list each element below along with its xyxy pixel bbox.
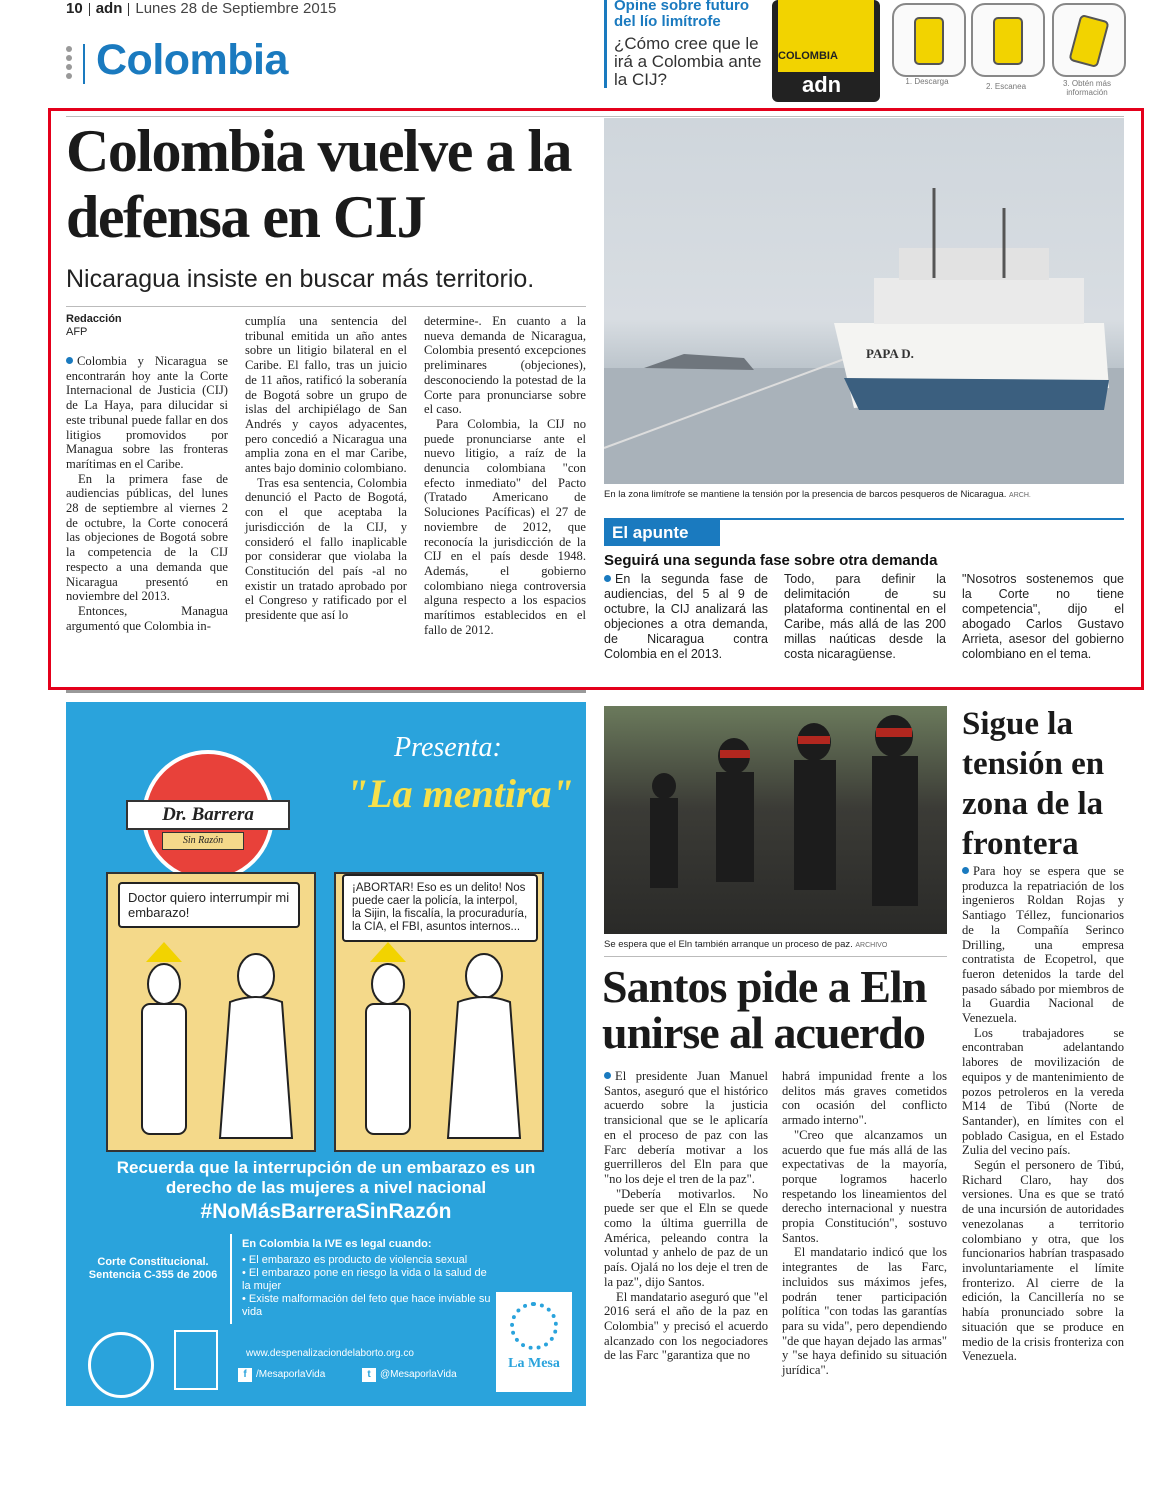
border-column: Para hoy se espera que se produzca la repatriación de los ingenieros Roldan Rojas y Santiago Téllez, funcionarios de la Compañía Serinco Drilling, una empresa contratista de Ecopetrol, que fueron detenidos la tarde del pasado sábado por miembros de la Guardia Nacional de Venezuela. Los trabajadores se encontraban adelantando labores de movilización de equipos y de mantenimiento de pozos petroleros en la vereda M14 de Tibú (Norte de Santander), en límites con el poblado Casigua, en el Estado Zulia del vecino país. Según el personero de Tibú, Richard Claro, hay dos versiones. Una es que se trató de una incursión de autoridades venezolanas a territorio colombiano y otra, que los funcionarios habrían traspasado involuntariamente el límite fronterizo. Al cierre de la edición, la Cancillería no se había pronunciado sobre la situación que se produce en medio de la crisis fronteriza con Venezuela. — [962, 864, 1124, 1364]
ive-item: • El embarazo pone en riesgo la vida o la salud de la mujer — [242, 1267, 487, 1292]
bullet-icon — [962, 867, 969, 874]
bullet-icon — [604, 575, 611, 582]
section-divider — [83, 44, 85, 84]
eln-headline: Santos pide a Eln unirse al acuerdo — [602, 961, 927, 1058]
opine-title: Opine sobre futuro del lío limítrofe — [614, 0, 749, 30]
step-label: 2. Escanea — [985, 82, 1027, 91]
step-download-icon — [892, 3, 966, 77]
sponsor-logo-1 — [88, 1332, 154, 1398]
brand: adn — [95, 0, 123, 17]
eln-photo — [604, 706, 947, 934]
apunte-col-2: Todo, para definir la delimitación de su plataforma continental en el Caribe, más allá de las 200 millas naúticas desde la costa nicaragüense. — [784, 572, 946, 661]
date: Lunes 28 de Septiembre 2015 — [135, 0, 337, 17]
boat-photo-credit: ARCH. — [1009, 492, 1031, 499]
comic-figures — [106, 942, 544, 1152]
speech-bubble-2: ¡ABORTAR! Eso es un delito! Nos puede caer la policía, la interpol, la Sijin, la fiscalía, la procuraduría, la CIA, el FBI, asuntos internos... — [342, 874, 538, 942]
bullet-icon — [66, 357, 73, 364]
bottom-rule — [66, 690, 586, 693]
ive-item: • El embarazo es producto de violencia sexual — [242, 1254, 468, 1266]
court-ruling: Corte Constitucional. Sentencia C-355 de 2006 — [88, 1256, 218, 1281]
step-scan-icon — [971, 3, 1045, 77]
eln-col-1: El presidente Juan Manuel Santos, aseguró que el histórico acuerdo sobre la justicia transicional que se le aplicaría en el proceso de paz con las Farc debería motivar a los guerrilleros del Eln para que "no los deje el tren de la paz". "Debería motivarlos. No puede ser que el Eln se quede como la última guerrilla de América, peleando contra la voluntad y anhelo de paz de un país. Ojalá no los deje el tren de la paz", dijo Santos. El mandatario aseguró que "el 2016 será el año de la paz en Colombia" y precisó el acuerdo alcanzado con los negociadores de las Farc "garantiza que no — [604, 1069, 769, 1363]
dots-icon — [66, 46, 73, 82]
twitter-icon: t — [362, 1368, 376, 1382]
main-deck: Nicaragua insiste en buscar más territorio. — [66, 265, 535, 293]
main-col-1: Colombia y Nicaragua se encontrarán hoy ante la Corte Internacional de Justicia (CIJ) de La Haya, para dilucidar si este tribunal puede fallar en dos litigios promovidos por Managua sobre las fronteras marítimas en el Caribe. En la primera fase de audiencias públicas, del lunes 28 de septiembre al viernes 2 de octubre, la Corte conocerá las objeciones de Bogotá sobre la competencia de la CIJ respecto a una demanda que Nicaragua presentó en noviembre del 2013. Entonces, Managua argumentó que Colombia in- — [66, 354, 228, 633]
main-headline: Colombia vuelve a la defensa en CIJ — [66, 118, 571, 250]
apunte-tag: El apunte — [604, 520, 720, 546]
presenta: Presenta: — [394, 732, 502, 763]
facebook-icon: f — [238, 1368, 252, 1382]
ive-box — [242, 1238, 492, 1319]
byline — [66, 313, 122, 339]
ad-twitter[interactable]: t @MesaporlaVida — [362, 1368, 457, 1382]
page-number: 10 — [66, 0, 83, 17]
ive-title: En Colombia la IVE es legal cuando: — [242, 1238, 432, 1250]
apunte-title: Seguirá una segunda fase sobre otra demanda — [604, 552, 938, 569]
apunte-col-1: En la segunda fase de audiencias, del 5 al 9 de octubre, la CIJ analizará las objeciones a otra demanda, de Nicaragua contra Colombia en el 2013. — [604, 572, 768, 661]
ad-website[interactable]: www.despenalizaciondelaborto.org.co — [246, 1348, 414, 1359]
advertisement[interactable] — [66, 702, 586, 1406]
ad-message: Recuerda que la interrupción de un embarazo es un derecho de las mujeres a nivel nacional — [116, 1158, 536, 1197]
ad-facebook[interactable]: f /MesaporlaVida — [238, 1368, 325, 1382]
step-label: 3. Obtén más información — [1062, 79, 1112, 97]
step-label: 1. Descarga — [905, 77, 949, 86]
section-title: Colombia — [96, 36, 288, 84]
ive-item: • Existe malformación del feto que hace inviable su vida — [242, 1293, 491, 1318]
boat-name: PAPA D. — [866, 346, 914, 361]
folio — [66, 0, 336, 17]
main-col-2: cumplía una sentencia del tribunal emitida un año antes sobre un litigio bilateral en el Caribe. El fallo, tras un juicio de 11 años, ratificó la soberanía de Bogotá sobre un grupo de islas del archipiélago de San Andrés y cayos adyacentes, pero concedió a Nicaragua una amplia zona en el mar Caribe, antes bajo dominio colombiano. Tras esa sentencia, Colombia denunció el Pacto de Bogotá, con el que aceptaba la jurisdicción de la CIJ, y consideró el fallo inaplicable por considerar que violaba la Constitución del país -al no existir un tratado aprobado por el Congreso y ratificado por el presidente que así lo — [245, 314, 407, 623]
opine-bar — [604, 0, 607, 88]
apunte-col-3: "Nosotros sostenemos que la Corte no tiene competencia", dijo el abogado Carlos Gustavo Arrieta, asesor del gobierno colombiano en el tema. — [962, 572, 1124, 661]
boat-photo — [604, 118, 1124, 484]
main-col-3: determine-. En cuanto a la nueva demanda de Nicaragua, Colombia presentó excepciones preliminares (objeciones), desconociendo la potestad de la Corte para pronunciarse sobre el caso. Para Colombia, la CIJ no puede pronunciarse ante el nuevo litigio, a raíz de la denuncia colombiana "con efecto inmediato" del Pacto (Tratado Americano de Soluciones Pacíficas) el 27 de noviembre de 2012, que reconocía la jurisdicción de la CIJ en el país desde 1948. Además, el gobierno colombiano niega controversia alguna respecto a los espacios marítimos establecidos en el fallo de 2012. — [424, 314, 586, 637]
la-mesa-name: La Mesa — [508, 1356, 560, 1371]
eln-col-2: habrá impunidad frente a los delitos más graves cometidos con ocasión del conflicto armado interno". "Creo que alcanzamos un acuerdo que fue más allá de las expectativas de la mayoría, porque logramos hacerlo respetando los lineamientos del derecho internacional y nuestra propia Constitución", sostuvo Santos. El mandatario indicó que los integrantes de las Farc, incluidos sus máximos jefes, podrán tener participación política "con todas las garantías para su vida", pero dependiendo "de que hayan dejado las armas" y "se haya definido su situación jurídica". — [782, 1069, 947, 1378]
eln-photo-credit: ARCHIVO — [855, 942, 888, 949]
app-badge-top: COLOMBIA — [778, 50, 838, 62]
ad-title: "La mentira" — [346, 771, 574, 816]
sponsor-logo-2 — [174, 1330, 218, 1390]
eln-rule — [604, 956, 947, 957]
ad-hashtag: #NoMásBarreraSinRazón — [200, 1200, 452, 1223]
app-badge[interactable] — [772, 0, 880, 102]
eln-caption: Se espera que el Eln también arranque un proceso de paz. ARCHIVO — [604, 939, 888, 950]
top-rule — [66, 116, 1124, 117]
la-mesa-logo — [496, 1292, 572, 1392]
app-badge-logo: adn — [802, 72, 842, 97]
speech-bubble-1: Doctor quiero interrumpir mi embarazo! — [118, 882, 300, 928]
ad-divider — [230, 1234, 232, 1324]
byline-name: Redacción — [66, 313, 122, 325]
opine-question: ¿Cómo cree que le irá a Colombia ante la CIJ? — [614, 34, 762, 89]
logo-name: Dr. Barrera — [126, 800, 290, 830]
bullet-icon — [604, 1072, 611, 1079]
byline-agency: AFP — [66, 326, 88, 338]
logo-sub: Sin Razón — [162, 832, 244, 850]
deck-rule — [66, 306, 586, 307]
boat-caption: En la zona limítrofe se mantiene la tensión por la presencia de barcos pesqueros de Nicaragua. ARCH. — [604, 489, 1031, 500]
border-headline: Sigue la tensión en zona de la frontera — [962, 706, 1105, 862]
step-info-icon — [1052, 3, 1126, 77]
